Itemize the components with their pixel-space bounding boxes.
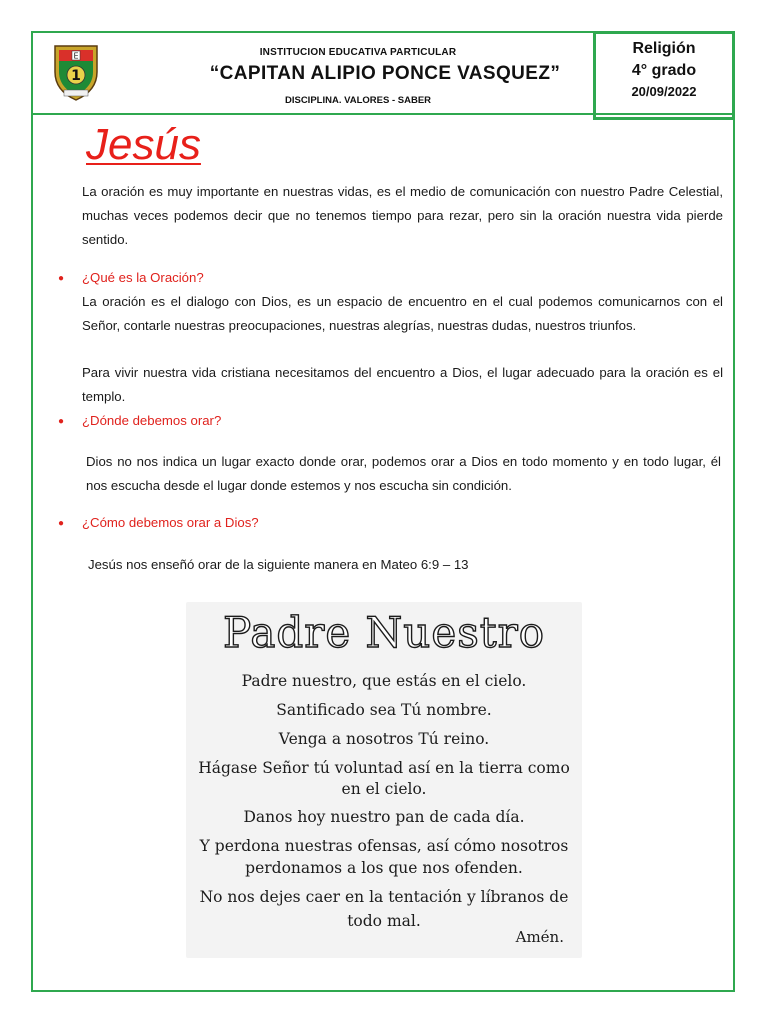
question-how-to-pray (58, 513, 259, 534)
subject-label: Religión (632, 40, 696, 57)
question-what-is-prayer (58, 268, 204, 289)
bullet-icon: ● (58, 272, 65, 284)
prayer-line: Venga a nosotros Tú reino. (278, 730, 490, 748)
paragraph-prayer-definition: La oración es el dialogo con Dios, es un espacio de encuentro en el cual podemos comunicarnos con el Señor, contarle nuestras preocupaciones, nuestras alegrías, nuestras dudas, nuestros triunfos. (82, 294, 723, 333)
question-where-to-pray (58, 411, 221, 432)
prayer-title: Padre Nuestro (222, 608, 546, 657)
bullet-icon: ● (58, 517, 65, 529)
prayer-line: Hágase Señor tú voluntad así en la tierra como (198, 759, 570, 777)
date-label: 20/09/2022 (631, 84, 697, 99)
paragraph-christian-life: Para vivir nuestra vida cristiana necesitamos del encuentro a Dios, el lugar adecuado para la oración es el templo. (82, 365, 723, 404)
prayer-line: Padre nuestro, que estás en el cielo. (241, 672, 527, 690)
prayer-amen: Amén. (515, 928, 564, 946)
course-info-box (593, 31, 735, 120)
prayer-line: No nos dejes caer en la tentación y líbranos de (199, 888, 569, 906)
question-text: ¿Dónde debemos orar? (82, 413, 222, 428)
logo-letter: E (73, 51, 79, 61)
paragraph-how-to-pray: Jesús nos enseñó orar de la siguiente manera en Mateo 6:9 – 13 (88, 557, 469, 572)
question-text: ¿Cómo debemos orar a Dios? (82, 515, 259, 530)
school-crest-logo (51, 42, 101, 102)
prayer-line: perdonamos a los que nos ofenden. (245, 859, 523, 877)
prayer-line: Y perdona nuestras ofensas, así cómo nosotros (199, 837, 569, 855)
prayer-line: Santificado sea Tú nombre. (276, 701, 492, 719)
prayer-line: en el cielo. (341, 780, 427, 798)
padre-nuestro-prayer-image (186, 602, 582, 958)
document-title: Jesús (86, 120, 201, 169)
question-text: ¿Qué es la Oración? (82, 270, 204, 285)
logo-number: 1 (71, 68, 81, 84)
paragraph-where-to-pray: Dios no nos indica un lugar exacto donde orar, podemos orar a Dios en todo momento y en todo lugar, él nos escucha desde el lugar donde estemos y nos escucha sin condición. (86, 454, 721, 493)
grade-label: 4° grado (631, 62, 697, 79)
institution-name: “CAPITAN ALIPIO PONCE VASQUEZ” (209, 63, 561, 84)
prayer-line: Danos hoy nuestro pan de cada día. (243, 808, 525, 826)
prayer-line: todo mal. (347, 912, 421, 930)
bullet-icon: ● (58, 415, 65, 427)
intro-paragraph: La oración es muy importante en nuestras vidas, es el medio de comunicación con nuestro Padre Celestial, muchas veces podemos decir que no tenemos tiempo para rezar, pero sin la oración nuestra vida pierde sentido. (82, 184, 723, 247)
institution-motto: DISCIPLINA. VALORES - SABER (284, 95, 432, 106)
institution-type: INSTITUCION EDUCATIVA PARTICULAR (259, 47, 457, 58)
